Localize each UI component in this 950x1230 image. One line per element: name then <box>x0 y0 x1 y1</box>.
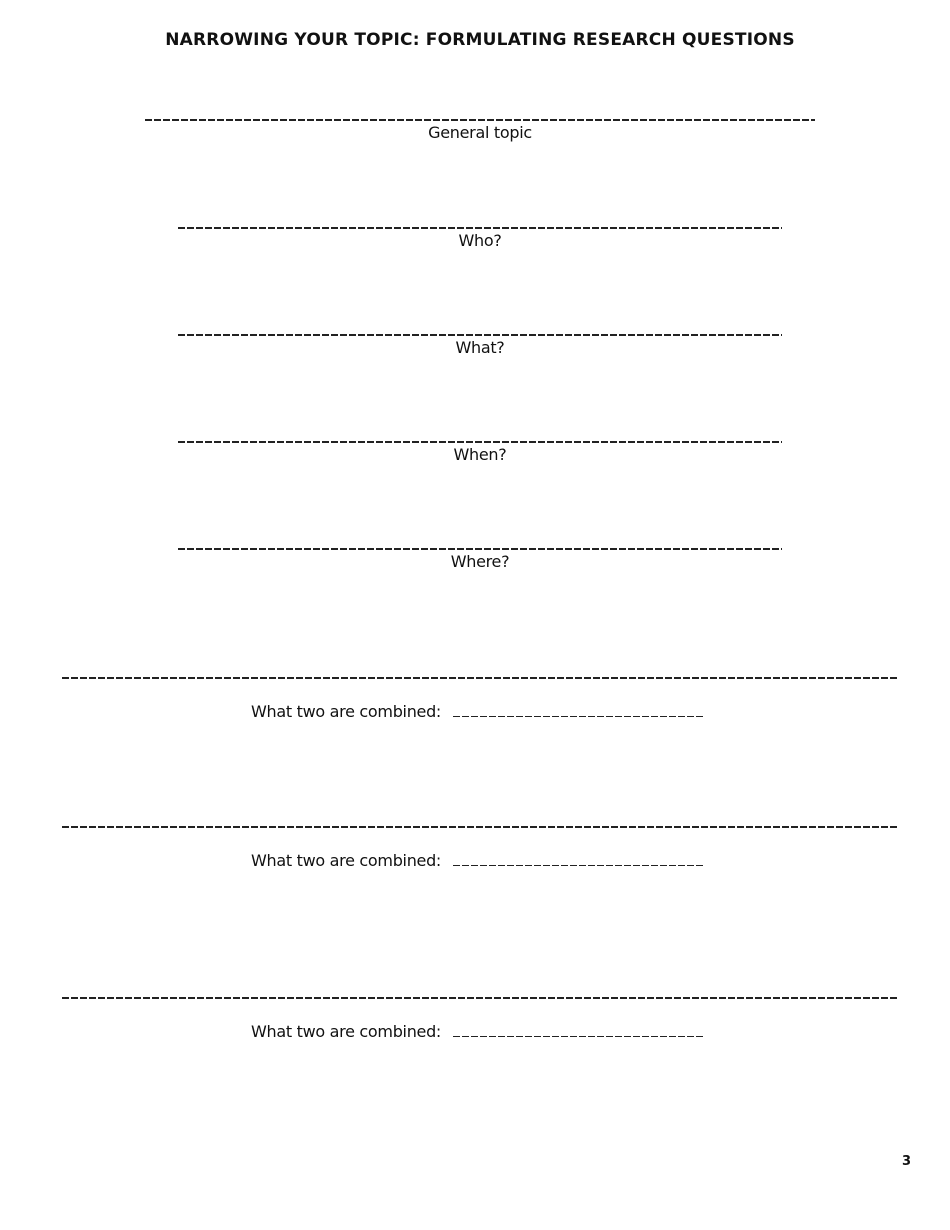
combination-2-label: What two are combined: <box>251 851 442 870</box>
who-blank[interactable] <box>178 227 782 229</box>
who-label: Who? <box>458 231 502 250</box>
combination-2-blank[interactable] <box>453 865 703 867</box>
combination-3-label: What two are combined: <box>251 1022 442 1041</box>
when-blank[interactable] <box>178 441 782 443</box>
when-label: When? <box>453 445 507 464</box>
what-blank[interactable] <box>178 334 782 336</box>
page-title: NARROWING YOUR TOPIC: FORMULATING RESEARCH QUESTIONS <box>165 30 795 50</box>
general-topic-blank[interactable] <box>145 119 815 121</box>
research-question-3-blank[interactable] <box>62 997 898 999</box>
what-label: What? <box>455 338 505 357</box>
combination-3-blank[interactable] <box>453 1036 703 1038</box>
where-label: Where? <box>450 552 510 571</box>
combination-1-blank[interactable] <box>453 716 703 718</box>
combination-1-label: What two are combined: <box>251 702 442 721</box>
combination-2 <box>251 851 703 870</box>
where-blank[interactable] <box>178 548 782 550</box>
general-topic-label: General topic <box>428 123 532 142</box>
page-number: 3 <box>902 1154 912 1169</box>
research-question-1-blank[interactable] <box>62 677 898 679</box>
combination-3 <box>251 1022 703 1041</box>
research-question-2-blank[interactable] <box>62 826 898 828</box>
combination-1 <box>251 702 703 721</box>
